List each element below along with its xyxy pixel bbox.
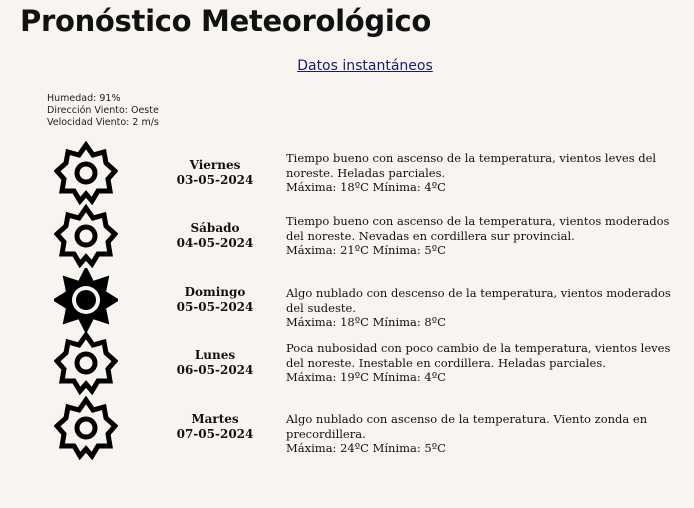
temperature-text: Máxima: 21ºC Mínima: 5ºC: [286, 243, 446, 257]
day-name: Martes: [191, 412, 239, 426]
description-text: Poca nubosidad con poco cambio de la temperatura, vientos leves del noreste. Inestable en cordillera. Heladas parciales.: [286, 341, 671, 370]
wind-direction-text: Dirección Viento: Oeste: [47, 105, 159, 116]
forecast-description: [286, 286, 681, 330]
day-name: Sábado: [190, 221, 240, 235]
temperature-text: Máxima: 18ºC Mínima: 4ºC: [286, 180, 446, 194]
page-title: Pronóstico Meteorológico: [20, 4, 432, 38]
day-date: 03-05-2024: [176, 173, 254, 187]
temperature-text: Máxima: 19ºC Mínima: 4ºC: [286, 370, 446, 384]
sun-outline-icon: [54, 331, 118, 395]
forecast-description: [286, 412, 681, 456]
instant-data-panel: [47, 93, 159, 129]
description-text: Tiempo bueno con ascenso de la temperatura, vientos moderados del noreste. Nevadas en cordillera sur provincial.: [286, 214, 670, 243]
description-text: Algo nublado con descenso de la temperatura, vientos moderados del sudeste.: [286, 286, 671, 315]
day-name: Viernes: [189, 158, 241, 172]
day-date: 04-05-2024: [176, 236, 254, 250]
day-name: Domingo: [184, 285, 246, 299]
forecast-row: [0, 397, 694, 459]
sun-outline-icon: [54, 141, 118, 205]
forecast-row: [0, 269, 694, 331]
forecast-day: [170, 348, 260, 378]
temperature-text: Máxima: 18ºC Mínima: 8ºC: [286, 315, 446, 329]
forecast-description: [286, 214, 681, 258]
forecast-row: [0, 332, 694, 394]
forecast-day: [170, 221, 260, 251]
day-date: 07-05-2024: [176, 427, 254, 441]
forecast-day: [170, 158, 260, 188]
description-text: Algo nublado con ascenso de la temperatura. Viento zonda en precordillera.: [286, 412, 648, 441]
forecast-description: [286, 341, 681, 385]
forecast-day: [170, 285, 260, 315]
humidity-text: Humedad: 91%: [47, 93, 121, 104]
wind-speed-text: Velocidad Viento: 2 m/s: [47, 117, 159, 128]
day-date: 05-05-2024: [176, 300, 254, 314]
forecast-row: [0, 205, 694, 267]
forecast-day: [170, 412, 260, 442]
sun-outline-icon: [54, 204, 118, 268]
forecast-row: [0, 142, 694, 204]
sun-outline-icon: [54, 396, 118, 460]
instant-data-link[interactable]: Datos instantáneos: [297, 58, 433, 74]
temperature-text: Máxima: 24ºC Mínima: 5ºC: [286, 441, 446, 455]
forecast-description: [286, 151, 681, 195]
day-date: 06-05-2024: [176, 363, 254, 377]
description-text: Tiempo bueno con ascenso de la temperatura, vientos leves del noreste. Heladas parciales.: [286, 151, 657, 180]
day-name: Lunes: [194, 348, 236, 362]
sun-filled-icon: [54, 268, 118, 332]
